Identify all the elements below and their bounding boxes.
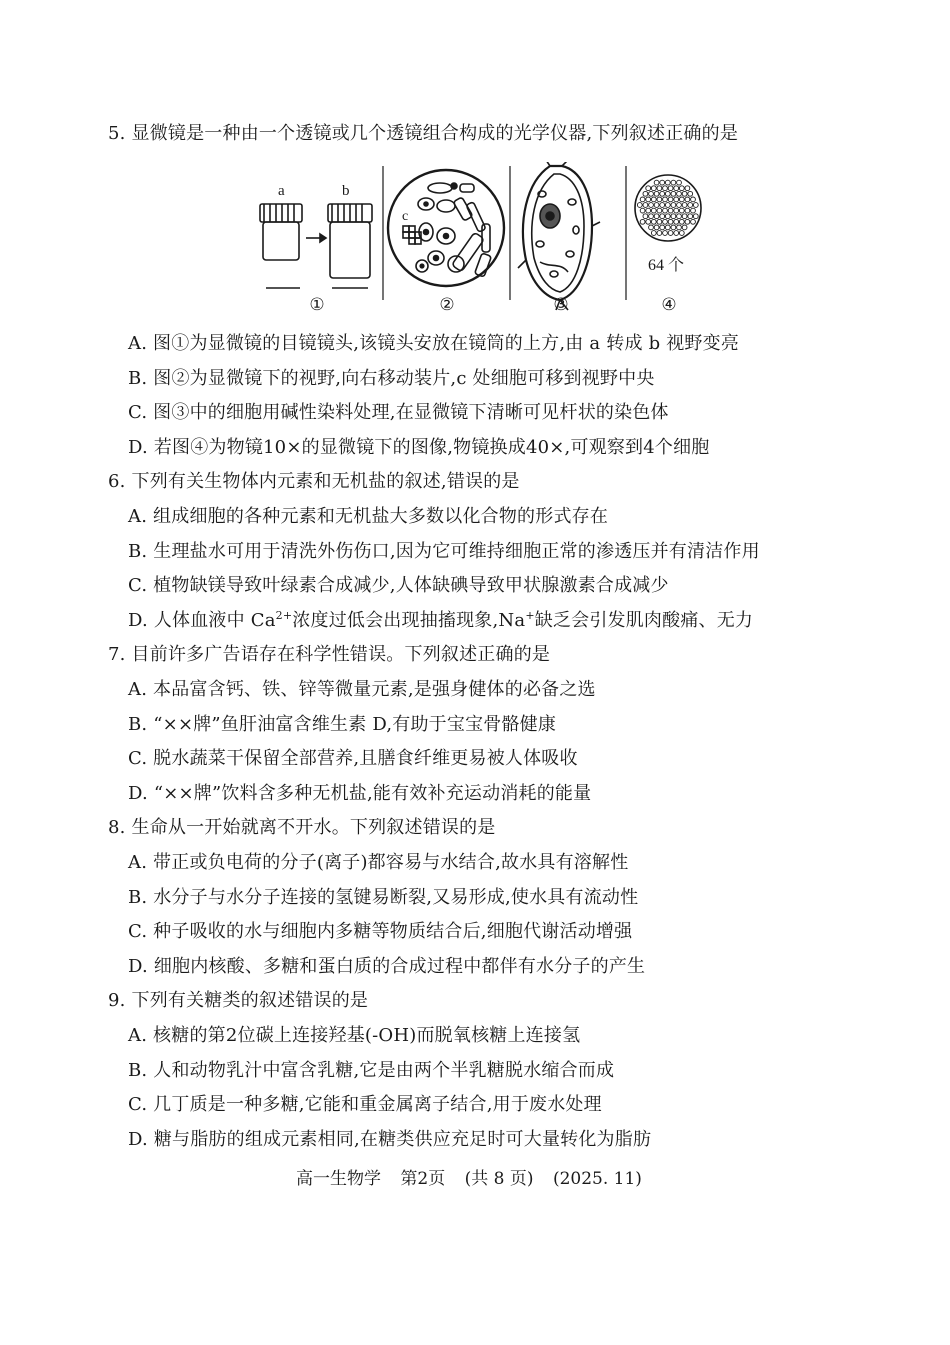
q6-d-part3: 缺乏会引发肌肉酸痛、无力 <box>534 610 754 631</box>
panel-2-field-of-view <box>388 170 504 286</box>
question-9-stem: 9. 下列有关糖类的叙述错误的是 <box>108 990 369 1011</box>
microscope-figure <box>250 162 730 324</box>
panel-label-2: ② <box>439 295 455 315</box>
field-cell <box>654 214 659 219</box>
label-b: b <box>342 183 350 199</box>
field-cell <box>646 186 651 191</box>
field-cell <box>640 219 645 224</box>
field-cell <box>660 225 665 230</box>
field-cell <box>654 203 659 208</box>
field-cell <box>668 231 673 236</box>
field-cell <box>654 180 659 185</box>
q9-option-d: D. 糖与脂肪的组成元素相同,在糖类供应充足时可大量转化为脂肪 <box>128 1129 652 1150</box>
field-cell <box>668 186 673 191</box>
field-cell <box>693 203 698 208</box>
field-cell <box>691 197 696 202</box>
field-cell <box>682 225 687 230</box>
field-cell <box>677 203 682 208</box>
field-cell <box>688 191 693 196</box>
q7-option-d: D. “××牌”饮料含多种无机盐,能有效补充运动消耗的能量 <box>128 783 592 804</box>
page-footer <box>296 1164 656 1189</box>
field-cell <box>679 186 684 191</box>
field-cell <box>671 225 676 230</box>
q6-d-sup1: 2+ <box>275 609 293 622</box>
footer-date: (2025. 11) <box>552 1169 642 1189</box>
field-cell <box>649 191 654 196</box>
panel-1-lenses <box>260 183 372 288</box>
field-cell <box>657 208 662 213</box>
field-cell <box>646 219 651 224</box>
label-a: a <box>278 183 285 199</box>
field-cell <box>646 208 651 213</box>
q6-option-b: B. 生理盐水可用于清洗外伤伤口,因为它可维持细胞正常的渗透压并有清洁作用 <box>128 541 760 562</box>
field-cell <box>637 203 642 208</box>
field-cell <box>660 191 665 196</box>
field-cell <box>660 203 665 208</box>
field-cell <box>668 197 673 202</box>
label-c: c <box>402 209 409 224</box>
cell-count-label: 64 个 <box>648 257 685 274</box>
footer-page: 第2页 <box>400 1169 446 1189</box>
field-cell <box>691 219 696 224</box>
q9-option-a: A. 核糖的第2位碳上连接羟基(-OH)而脱氧核糖上连接氢 <box>128 1025 581 1046</box>
field-cell <box>693 214 698 219</box>
q5-option-b: B. 图②为显微镜下的视野,向右移动装片,c 处细胞可移到视野中央 <box>128 368 655 389</box>
field-cell <box>685 219 690 224</box>
field-cell <box>671 180 676 185</box>
field-cell <box>660 180 665 185</box>
q5-option-c: C. 图③中的细胞用碱性染料处理,在显微镜下清晰可见杆状的染色体 <box>128 402 669 423</box>
q6-d-sup2: + <box>525 609 535 622</box>
field-cell <box>685 197 690 202</box>
field-cell <box>657 231 662 236</box>
field-cell <box>665 191 670 196</box>
field-cell <box>651 197 656 202</box>
field-cell <box>651 231 656 236</box>
field-cell <box>665 214 670 219</box>
field-cell <box>688 214 693 219</box>
field-cell <box>657 219 662 224</box>
field-cell <box>657 197 662 202</box>
field-cell <box>668 219 673 224</box>
field-cell <box>660 214 665 219</box>
field-cell <box>677 225 682 230</box>
field-cell <box>643 191 648 196</box>
field-cell <box>649 203 654 208</box>
q7-option-a: A. 本品富含钙、铁、锌等微量元素,是强身健体的必备之选 <box>128 679 596 700</box>
panel-3-plant-cell <box>518 162 600 310</box>
q6-d-part1: D. 人体血液中 Ca <box>128 610 276 631</box>
panel-label-3: ③ <box>553 295 569 315</box>
q8-option-c: C. 种子吸收的水与细胞内多糖等物质结合后,细胞代谢活动增强 <box>128 921 633 942</box>
footer-total: (共 8 页) <box>464 1169 534 1189</box>
field-cell <box>646 197 651 202</box>
q6-option-a: A. 组成细胞的各种元素和无机盐大多数以化合物的形式存在 <box>128 506 609 527</box>
q9-option-b: B. 人和动物乳汁中富含乳糖,它是由两个半乳糖脱水缩合而成 <box>128 1060 615 1081</box>
field-cell <box>654 225 659 230</box>
field-cell <box>674 231 679 236</box>
field-cell <box>677 191 682 196</box>
field-cell <box>671 191 676 196</box>
field-cell <box>682 214 687 219</box>
q9-option-c: C. 几丁质是一种多糖,它能和重金属离子结合,用于废水处理 <box>128 1094 602 1115</box>
field-cell <box>665 203 670 208</box>
question-6-stem: 6. 下列有关生物体内元素和无机盐的叙述,错误的是 <box>108 471 520 492</box>
field-cell <box>679 219 684 224</box>
q6-option-c: C. 植物缺镁导致叶绿素合成减少,人体缺碘导致甲状腺激素合成减少 <box>128 575 669 596</box>
field-cell <box>657 186 662 191</box>
field-cell <box>640 197 645 202</box>
field-cell <box>679 197 684 202</box>
q7-option-b: B. “××牌”鱼肝油富含维生素 D,有助于宝宝骨骼健康 <box>128 714 557 735</box>
field-cell <box>663 231 668 236</box>
field-cell <box>643 214 648 219</box>
q7-option-c: C. 脱水蔬菜干保留全部营养,且膳食纤维更易被人体吸收 <box>128 748 578 769</box>
q8-option-a: A. 带正或负电荷的分子(离子)都容易与水结合,故水具有溶解性 <box>128 852 629 873</box>
field-cell <box>649 225 654 230</box>
field-cell <box>685 208 690 213</box>
panel-4-cell-field <box>635 175 701 241</box>
field-cell <box>665 180 670 185</box>
field-cell <box>682 203 687 208</box>
field-cell <box>674 208 679 213</box>
field-cell <box>651 208 656 213</box>
field-cell <box>682 191 687 196</box>
q8-option-b: B. 水分子与水分子连接的氢键易断裂,又易形成,使水具有流动性 <box>128 887 639 908</box>
question-7-stem: 7. 目前许多广告语存在科学性错误。下列叙述正确的是 <box>108 644 551 665</box>
field-cell <box>663 197 668 202</box>
field-cell <box>677 214 682 219</box>
footer-subject: 高一生物学 <box>296 1169 381 1189</box>
field-cell <box>677 180 682 185</box>
q5-option-d: D. 若图④为物镜10×的显微镜下的图像,物镜换成40×,可观察到4个细胞 <box>128 437 710 458</box>
field-cell <box>679 208 684 213</box>
q8-option-d: D. 细胞内核酸、多糖和蛋白质的合成过程中都伴有水分子的产生 <box>128 956 646 977</box>
question-8-stem: 8. 生命从一开始就离不开水。下列叙述错误的是 <box>108 817 496 838</box>
field-cell <box>691 208 696 213</box>
field-cell <box>651 219 656 224</box>
field-cell <box>685 186 690 191</box>
field-cell <box>674 186 679 191</box>
field-cell <box>654 191 659 196</box>
field-cell <box>679 231 684 236</box>
field-cell <box>663 208 668 213</box>
q5-option-a: A. 图①为显微镜的目镜镜头,该镜头安放在镜筒的上方,由 a 转成 b 视野变亮 <box>128 333 740 354</box>
field-cell <box>671 203 676 208</box>
field-cell <box>663 219 668 224</box>
field-cell <box>663 186 668 191</box>
field-cell <box>688 203 693 208</box>
field-cell <box>651 186 656 191</box>
panel-label-1: ① <box>309 295 325 315</box>
field-cell <box>665 225 670 230</box>
field-cell <box>643 203 648 208</box>
field-cell <box>668 208 673 213</box>
panel-label-4: ④ <box>661 295 677 315</box>
field-cell <box>649 214 654 219</box>
field-cell <box>640 208 645 213</box>
field-cell <box>674 197 679 202</box>
question-5-stem: 5. 显微镜是一种由一个透镜或几个透镜组合构成的光学仪器,下列叙述正确的是 <box>108 123 739 144</box>
field-cell <box>671 214 676 219</box>
q6-d-part2: 浓度过低会出现抽搐现象,Na <box>292 610 526 631</box>
q6-option-d <box>128 609 753 633</box>
field-cell <box>674 219 679 224</box>
